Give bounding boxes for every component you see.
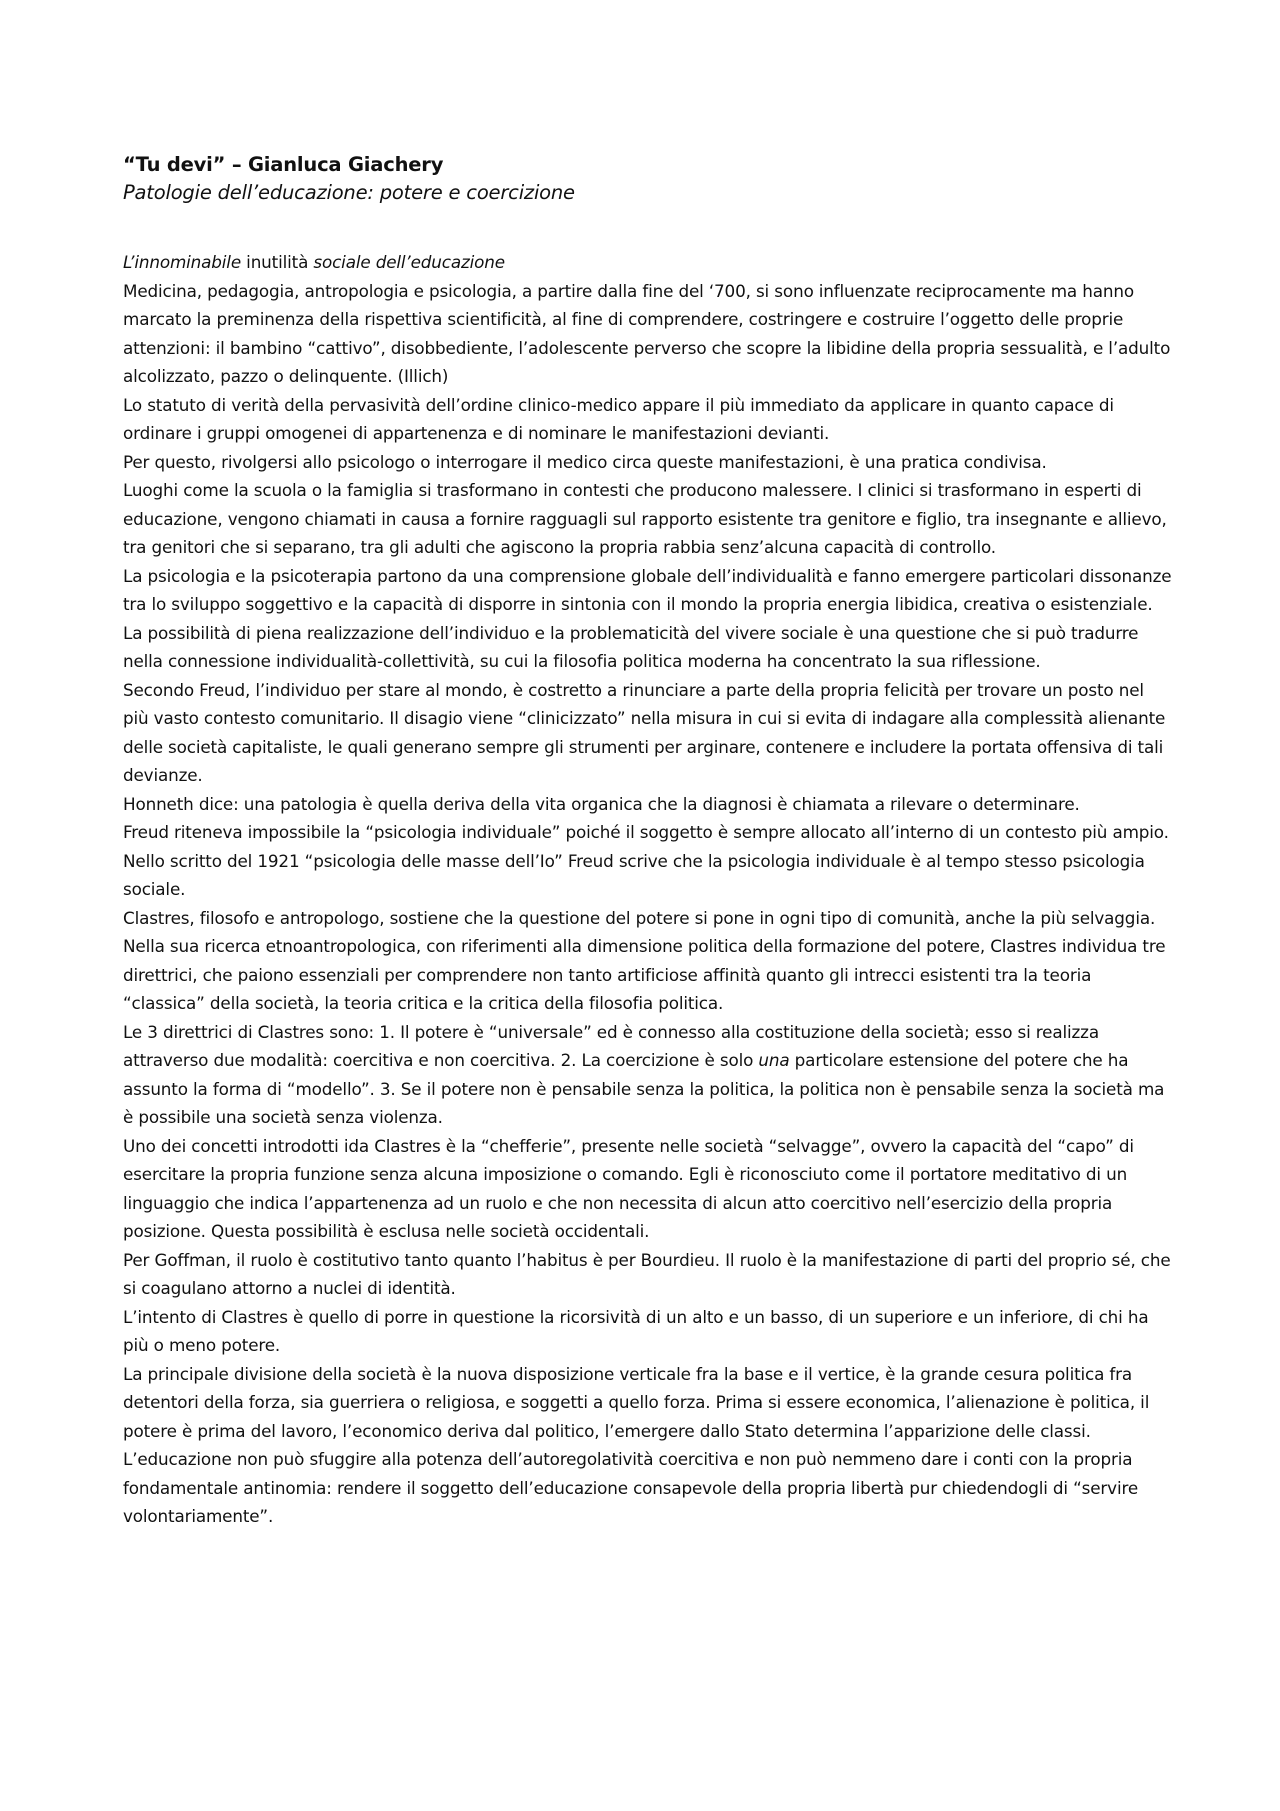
paragraph-clastres-emphasis: una	[758, 1050, 790, 1070]
document-subtitle: Patologie dell’educazione: potere e coercizione	[123, 181, 575, 204]
paragraph-clastres-part1: Le 3 direttrici di Clastres sono: 1. Il potere è “universale” ed è connesso alla costituzione della società; esso si realizza attraverso due modalità: coercitiva e non coercitiva. 2. La coercizione è solo	[123, 1021, 1099, 1070]
section-heading-italic-2: sociale dell’educazione	[313, 252, 505, 272]
paragraph-2: Lo statuto di verità della pervasività dell’ordine clinico-medico appare il più immediato da applicare in quanto capace di ordinare i gruppi omogenei di appartenenza e di nominare le manifestazioni devianti.	[123, 394, 1114, 443]
paragraph-15: La principale divisione della società è la nuova disposizione verticale fra la base e il vertice, è la grande cesura politica fra detentori della forza, sia guerriera o religiosa, e soggetti a quello forza. Prima si essere economica, l’alienazione è politica, il potere è prima del lavoro, l’economico deriva dal politico, l’emergere dallo Stato determina l’apparizione delle classi.	[123, 1363, 1150, 1441]
paragraph-13: Per Goffman, il ruolo è costitutivo tanto quanto l’habitus è per Bourdieu. Il ruolo è la manifestazione di parti del proprio sé, che si coagulano attorno a nuclei di identità.	[123, 1249, 1171, 1298]
paragraph-16: L’educazione non può sfuggire alla potenza dell’autoregolatività coercitiva e non può nemmeno dare i conti con la propria fondamentale antinomia: rendere il soggetto dell’educazione consapevole della propria libertà pur chiedendogli di “servire volontariamente”.	[123, 1449, 1139, 1526]
paragraph-9: Freud riteneva impossibile la “psicologia individuale” poiché il soggetto è sempre allocato all’interno di un contesto più ampio. Nello scritto del 1921 “psicologia delle masse dell’Io” Freud scrive che la psicologia individuale è al tempo stesso psicologia sociale.	[123, 822, 1169, 899]
document-title: “Tu devi” – Gianluca Giachery	[123, 153, 444, 176]
document-body	[123, 152, 1173, 1531]
paragraph-12: Uno dei concetti introdotti ida Clastres è la “chefferie”, presente nelle società “selvagge”, ovvero la capacità del “capo” di esercitare la propria funzione senza alcuna imposizione o comando. Egli è riconosciuto come il portatore meditativo di un linguaggio che indica l’appartenenza ad un ruolo e che non necessita di alcun atto coercitivo nell’esercizio della propria posizione. Questa possibilità è esclusa nelle società occidentali.	[123, 1135, 1134, 1241]
paragraph-10: Clastres, filosofo e antropologo, sostiene che la questione del potere si pone in ogni tipo di comunità, anche la più selvaggia. Nella sua ricerca etnoantropologica, con riferimenti alla dimensione politica della formazione del potere, Clastres individua tre direttrici, che paiono essenziali per comprendere non tanto artificiose affinità quanto gli intrecci esistenti tra la teoria “classica” della società, la teoria critica e la critica della filosofia politica.	[123, 907, 1166, 1013]
paragraph-clastres-part2: particolare estensione del potere che ha assunto la forma di “modello”. 3. Se il potere non è pensabile senza la politica, la politica non è pensabile senza la società ma è possibile una società senza violenza.	[123, 1050, 1165, 1127]
paragraph-6: La possibilità di piena realizzazione dell’individuo e la problematicità del vivere sociale è una questione che si può tradurre nella connessione individualità-collettività, su cui la filosofia politica moderna ha concentrato la sua riflessione.	[123, 622, 1139, 671]
section-heading-italic-1: L’innominabile	[123, 252, 241, 272]
paragraph-5: La psicologia e la psicoterapia partono da una comprensione globale dell’individualità e fanno emergere particolari dissonanze tra lo sviluppo soggettivo e la capacità di disporre in sintonia con il mondo la propria energia libidica, creativa o esistenziale.	[123, 565, 1172, 614]
paragraph-14: L’intento di Clastres è quello di porre in questione la ricorsività di un alto e un basso, di un superiore e un inferiore, di chi ha più o meno potere.	[123, 1306, 1149, 1355]
paragraph-8: Honneth dice: una patologia è quella deriva della vita organica che la diagnosi è chiamata a rilevare o determinare.	[123, 793, 1080, 814]
paragraph-7: Secondo Freud, l’individuo per stare al mondo, è costretto a rinunciare a parte della propria felicità per trovare un posto nel più vasto contesto comunitario. Il disagio viene “clinicizzato” nella misura in cui si evita di indagare alla complessità alienante delle società capitaliste, le quali generano sempre gli strumenti per arginare, contenere e includere la portata offensiva di tali devianze.	[123, 679, 1166, 785]
section-heading	[123, 248, 1173, 277]
paragraph-1: Medicina, pedagogia, antropologia e psicologia, a partire dalla fine del ‘700, si sono influenzate reciprocamente ma hanno marcato la preminenza della rispettiva scientificità, al fine di comprendere, costringere e costruire l’oggetto delle proprie attenzioni: il bambino “cattivo”, disobbediente, l’adolescente perverso che scopre la libidine della propria sessualità, e l’adulto alcolizzato, pazzo o delinquente. (Illich)	[123, 280, 1171, 386]
paragraph-3: Per questo, rivolgersi allo psicologo o interrogare il medico circa queste manifestazioni, è una pratica condivisa.	[123, 451, 1047, 472]
section-heading-normal: inutilità	[241, 252, 314, 272]
paragraph-clastres-directrices	[123, 1018, 1173, 1132]
paragraph-4: Luoghi come la scuola o la famiglia si trasformano in contesti che producono malessere. I clinici si trasformano in esperti di educazione, vengono chiamati in causa a fornire ragguagli sul rapporto esistente tra genitore e figlio, tra insegnante e allievo, tra genitori che si separano, tra gli adulti che agiscono la propria rabbia senz’alcuna capacità di controllo.	[123, 480, 1167, 557]
